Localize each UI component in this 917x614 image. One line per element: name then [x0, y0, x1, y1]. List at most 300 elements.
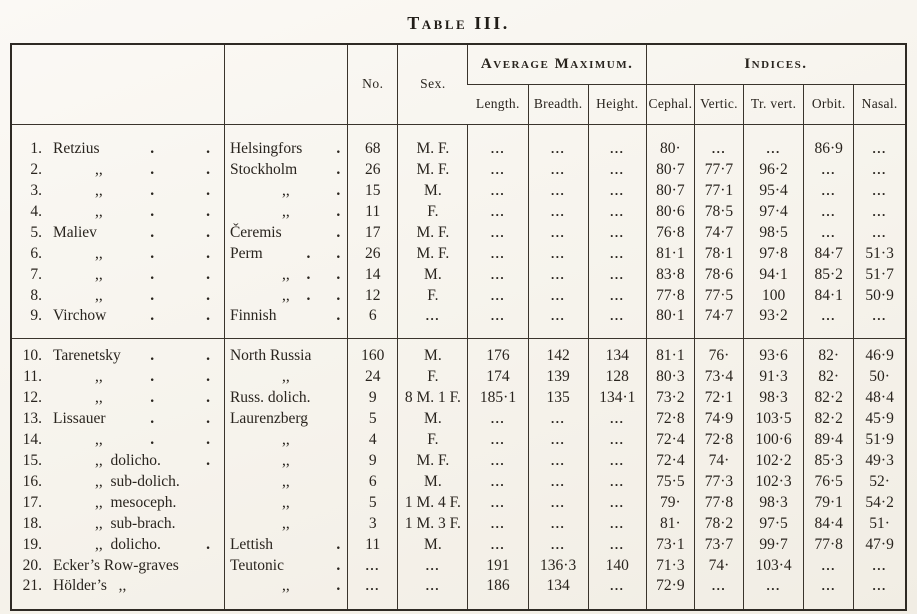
cell-tr-vert-index: 97·5: [744, 513, 804, 534]
researcher-cell-content: [12, 493, 224, 513]
place-cell-content: [225, 514, 347, 534]
cell-breadth: ...: [528, 201, 588, 222]
cell-nasal-index: 52·: [854, 471, 906, 492]
cell-length: ...: [468, 180, 528, 201]
cell-researcher: [11, 222, 224, 243]
place-cell-content: [225, 535, 347, 555]
cell-researcher: [11, 201, 224, 222]
researcher-cell-content: [12, 535, 224, 555]
cell-cephal-index: 73·2: [646, 387, 694, 408]
cell-nasal-index: 46·9: [854, 338, 906, 366]
cell-sex: ...: [398, 306, 468, 338]
cell-length: ...: [468, 159, 528, 180]
cell-cephal-index: 72·8: [646, 408, 694, 429]
place-cell-content: [225, 367, 347, 387]
place-cell-content: [225, 223, 347, 243]
cell-length: ...: [468, 285, 528, 306]
researcher-cell-content: [12, 265, 224, 285]
cell-no: 15: [348, 180, 398, 201]
cell-no: 9: [348, 450, 398, 471]
cell-place: [224, 471, 347, 492]
cell-breadth: ...: [528, 180, 588, 201]
cell-height: ...: [588, 264, 646, 285]
cell-vertic-index: 73·7: [694, 534, 743, 555]
cell-researcher: [11, 450, 224, 471]
cell-researcher: [11, 513, 224, 534]
cell-researcher: [11, 338, 224, 366]
cell-breadth: ...: [528, 264, 588, 285]
table-row: [11, 429, 906, 450]
cell-nasal-index: ...: [854, 159, 906, 180]
cell-breadth: 142: [528, 338, 588, 366]
place-cell-content: [225, 286, 347, 306]
researcher-name: ,,: [95, 244, 103, 262]
cell-orbit-index: 85·2: [804, 264, 854, 285]
cell-breadth: 135: [528, 387, 588, 408]
row-number: 10.: [22, 346, 42, 364]
cell-height: ...: [588, 201, 646, 222]
cell-researcher: [11, 408, 224, 429]
researcher-name: ,, sub-brach.: [95, 514, 176, 532]
cell-breadth: ...: [528, 513, 588, 534]
cell-sex: 1 M. 3 F.: [398, 513, 468, 534]
cell-length: ...: [468, 513, 528, 534]
cell-place: [224, 387, 347, 408]
cell-vertic-index: 74·7: [694, 222, 743, 243]
cell-cephal-index: 79·: [646, 492, 694, 513]
researcher-name: ,,: [95, 202, 103, 220]
researcher-name: ,, mesoceph.: [95, 493, 177, 511]
cell-sex: M. F.: [398, 243, 468, 264]
cell-breadth: ...: [528, 243, 588, 264]
table-header: [11, 44, 906, 124]
researcher-cell-content: [12, 346, 224, 366]
place-cell-content: [225, 244, 347, 264]
leader-dots: .: [206, 535, 210, 553]
cell-cephal-index: 72·9: [646, 576, 694, 610]
cell-no: 68: [348, 124, 398, 159]
cell-sex: 1 M. 4 F.: [398, 492, 468, 513]
cell-height: ...: [588, 180, 646, 201]
researcher-cell-content: [12, 409, 224, 429]
cell-no: 26: [348, 243, 398, 264]
cell-vertic-index: 76·: [694, 338, 743, 366]
row-number: 16.: [22, 472, 42, 490]
cell-cephal-index: 73·1: [646, 534, 694, 555]
researcher-name: Lissauer: [53, 409, 106, 427]
table-row: [11, 450, 906, 471]
cell-vertic-index: 74·9: [694, 408, 743, 429]
table-row: [11, 264, 906, 285]
researcher-name: ,,: [95, 367, 103, 385]
cell-orbit-index: 82·: [804, 366, 854, 387]
cell-tr-vert-index: 95·4: [744, 180, 804, 201]
researcher-name: Ecker’s Row-graves: [53, 556, 179, 574]
place-name: ,,: [281, 577, 290, 594]
cell-sex: F.: [398, 366, 468, 387]
leader-dots: . .: [150, 367, 210, 385]
cell-length: ...: [468, 306, 528, 338]
researcher-name: ,, dolicho.: [95, 535, 161, 553]
cell-cephal-index: 71·3: [646, 555, 694, 576]
place-name: Perm: [229, 244, 263, 262]
cell-orbit-index: ...: [804, 576, 854, 610]
cell-researcher: [11, 555, 224, 576]
cell-sex: M.: [398, 534, 468, 555]
header-place-blank: [224, 44, 347, 124]
place-name: ,,: [281, 493, 290, 511]
row-number: 7.: [30, 265, 42, 283]
cell-tr-vert-index: 103·5: [744, 408, 804, 429]
cell-place: [224, 159, 347, 180]
researcher-name: ,,: [95, 181, 103, 199]
cell-no: 26: [348, 159, 398, 180]
cell-tr-vert-index: 91·3: [744, 366, 804, 387]
cell-breadth: ...: [528, 408, 588, 429]
cell-vertic-index: ...: [694, 576, 743, 610]
place-name: ,,: [281, 430, 290, 448]
cell-orbit-index: 82·2: [804, 387, 854, 408]
cell-place: [224, 429, 347, 450]
header-nasal: Nasal.: [854, 84, 906, 124]
row-number: 2.: [30, 160, 42, 178]
place-name: North Russia: [229, 346, 312, 364]
place-cell-content: [225, 388, 347, 408]
cell-height: 140: [588, 555, 646, 576]
cell-place: [224, 306, 347, 338]
place-name: Russ. dolich.: [229, 388, 311, 406]
cell-tr-vert-index: 98·3: [744, 492, 804, 513]
cell-vertic-index: 77·8: [694, 492, 743, 513]
header-tr-vert: Tr. vert.: [744, 84, 804, 124]
table-row: [11, 306, 906, 338]
cell-nasal-index: 48·4: [854, 387, 906, 408]
cell-researcher: [11, 306, 224, 338]
researcher-cell-content: [12, 244, 224, 264]
header-average-maximum: Average Maximum.: [468, 44, 646, 84]
cell-sex: F.: [398, 429, 468, 450]
cell-nasal-index: ...: [854, 306, 906, 338]
cell-sex: M.: [398, 264, 468, 285]
cell-height: ...: [588, 429, 646, 450]
cell-nasal-index: 54·2: [854, 492, 906, 513]
cell-height: ...: [588, 408, 646, 429]
row-number: 17.: [22, 493, 42, 511]
cell-orbit-index: 86·9: [804, 124, 854, 159]
cell-height: ...: [588, 222, 646, 243]
table-group-2: [11, 338, 906, 610]
cell-height: ...: [588, 306, 646, 338]
cell-height: 134: [588, 338, 646, 366]
cell-place: [224, 534, 347, 555]
researcher-cell-content: [12, 556, 224, 576]
researcher-cell-content: [12, 367, 224, 387]
cell-researcher: [11, 387, 224, 408]
table-row: [11, 243, 906, 264]
table-group-1: [11, 124, 906, 338]
cell-no: 11: [348, 201, 398, 222]
table-row: [11, 222, 906, 243]
cell-tr-vert-index: 93·2: [744, 306, 804, 338]
cell-place: [224, 243, 347, 264]
cell-place: [224, 338, 347, 366]
cell-place: [224, 285, 347, 306]
header-no: No.: [348, 44, 398, 124]
cell-orbit-index: ...: [804, 555, 854, 576]
researcher-cell-content: [12, 514, 224, 534]
leader-dots: . .: [150, 307, 210, 325]
leader-dots: . .: [150, 409, 210, 427]
cell-cephal-index: 81·: [646, 513, 694, 534]
table-row: [11, 387, 906, 408]
cell-cephal-index: 77·8: [646, 285, 694, 306]
cell-researcher: [11, 429, 224, 450]
researcher-name: ,,: [95, 265, 103, 283]
leader-dots: . .: [150, 286, 210, 304]
place-name: ,,: [281, 367, 290, 385]
cell-breadth: ...: [528, 450, 588, 471]
place-name: ,,: [281, 286, 290, 304]
scanned-page: [0, 13, 917, 611]
table-row: [11, 159, 906, 180]
cell-length: ...: [468, 450, 528, 471]
row-number: 8.: [30, 286, 42, 304]
cell-place: [224, 492, 347, 513]
cell-place: [224, 555, 347, 576]
row-number: 15.: [22, 451, 42, 469]
cell-orbit-index: 84·7: [804, 243, 854, 264]
row-number: 13.: [22, 409, 42, 427]
cell-length: ...: [468, 471, 528, 492]
researcher-name: Retzius: [53, 139, 100, 157]
cell-place: [224, 124, 347, 159]
table-row: [11, 201, 906, 222]
cell-height: ...: [588, 492, 646, 513]
cell-vertic-index: 77·1: [694, 180, 743, 201]
cell-sex: M. F.: [398, 124, 468, 159]
cell-sex: 8 M. 1 F.: [398, 387, 468, 408]
cell-cephal-index: 83·8: [646, 264, 694, 285]
row-number: 12.: [22, 388, 42, 406]
leader-dots: .: [206, 451, 210, 469]
leader-dots: . .: [150, 160, 210, 178]
cell-orbit-index: ...: [804, 201, 854, 222]
cell-vertic-index: 72·1: [694, 387, 743, 408]
row-number: 14.: [22, 430, 42, 448]
cell-breadth: ...: [528, 285, 588, 306]
cell-researcher: [11, 285, 224, 306]
leader-dots: . .: [150, 181, 210, 199]
researcher-name: Hölder’s ,,: [53, 577, 127, 594]
cell-tr-vert-index: 100·6: [744, 429, 804, 450]
cell-researcher: [11, 366, 224, 387]
cell-nasal-index: 51·7: [854, 264, 906, 285]
cell-breadth: ...: [528, 429, 588, 450]
place-name: ,,: [281, 514, 290, 532]
researcher-name: Virchow: [53, 307, 107, 325]
cell-researcher: [11, 264, 224, 285]
table-row: [11, 338, 906, 366]
cell-no: 5: [348, 492, 398, 513]
cell-place: [224, 513, 347, 534]
researcher-cell-content: [12, 306, 224, 326]
leader-dots: . .: [306, 265, 341, 283]
header-group-row: [11, 44, 906, 84]
leader-dots: . .: [306, 244, 341, 262]
cell-length: 191: [468, 555, 528, 576]
researcher-cell-content: [12, 388, 224, 408]
cell-no: 12: [348, 285, 398, 306]
cell-sex: F.: [398, 201, 468, 222]
cell-length: ...: [468, 492, 528, 513]
cell-no: ...: [348, 576, 398, 610]
cell-vertic-index: 74·: [694, 450, 743, 471]
header-cephal: Cephal.: [646, 84, 694, 124]
cell-tr-vert-index: 97·8: [744, 243, 804, 264]
cell-nasal-index: 50·: [854, 366, 906, 387]
researcher-name: ,, sub-dolich.: [95, 472, 180, 490]
leader-dots: .: [336, 556, 341, 574]
cell-sex: ...: [398, 576, 468, 610]
cell-breadth: 134: [528, 576, 588, 610]
cell-height: ...: [588, 124, 646, 159]
table-row: [11, 180, 906, 201]
place-cell-content: [225, 181, 347, 201]
place-name: ,,: [281, 472, 290, 490]
researcher-name: Maliev: [53, 223, 97, 241]
leader-dots: .: [336, 535, 341, 553]
researcher-name: ,,: [95, 286, 103, 304]
cell-sex: M.: [398, 408, 468, 429]
cell-cephal-index: 72·4: [646, 429, 694, 450]
cell-tr-vert-index: 102·3: [744, 471, 804, 492]
place-cell-content: [225, 451, 347, 471]
leader-dots: . .: [150, 139, 210, 157]
cell-cephal-index: 75·5: [646, 471, 694, 492]
cell-place: [224, 450, 347, 471]
cell-researcher: [11, 492, 224, 513]
cell-nasal-index: 51·: [854, 513, 906, 534]
cell-length: 174: [468, 366, 528, 387]
leader-dots: . .: [306, 286, 341, 304]
cell-tr-vert-index: 93·6: [744, 338, 804, 366]
cell-tr-vert-index: ...: [744, 576, 804, 610]
row-number: 9.: [30, 307, 42, 325]
place-name: ,,: [281, 265, 290, 283]
cell-vertic-index: 78·5: [694, 201, 743, 222]
place-cell-content: [225, 265, 347, 285]
cell-breadth: ...: [528, 306, 588, 338]
cell-vertic-index: 77·5: [694, 285, 743, 306]
cell-length: ...: [468, 429, 528, 450]
cell-length: ...: [468, 124, 528, 159]
leader-dots: . .: [150, 244, 210, 262]
header-researcher-blank: [11, 44, 224, 124]
cell-tr-vert-index: 103·4: [744, 555, 804, 576]
place-name: Lettish: [229, 535, 274, 553]
cell-orbit-index: 84·1: [804, 285, 854, 306]
cell-nasal-index: ...: [854, 576, 906, 610]
cell-nasal-index: ...: [854, 124, 906, 159]
leader-dots: .: [336, 577, 341, 594]
cell-no: 5: [348, 408, 398, 429]
row-number: 6.: [30, 244, 42, 262]
place-cell-content: [225, 556, 347, 576]
cell-breadth: ...: [528, 222, 588, 243]
cell-no: 4: [348, 429, 398, 450]
leader-dots: .: [336, 139, 341, 157]
row-number: 1.: [30, 139, 42, 157]
leader-dots: . .: [150, 346, 210, 364]
cell-height: ...: [588, 471, 646, 492]
cell-length: 186: [468, 576, 528, 610]
cell-length: ...: [468, 222, 528, 243]
researcher-cell-content: [12, 181, 224, 201]
cell-researcher: [11, 471, 224, 492]
researcher-name: ,,: [95, 160, 103, 178]
row-number: 21.: [22, 577, 42, 594]
cell-no: 6: [348, 471, 398, 492]
cell-sex: M. F.: [398, 222, 468, 243]
leader-dots: .: [336, 181, 341, 199]
cell-no: 9: [348, 387, 398, 408]
cell-cephal-index: 76·8: [646, 222, 694, 243]
cell-cephal-index: 80·3: [646, 366, 694, 387]
cell-no: 6: [348, 306, 398, 338]
cell-height: ...: [588, 513, 646, 534]
row-number: 11.: [23, 367, 42, 385]
cell-researcher: [11, 159, 224, 180]
cell-no: 160: [348, 338, 398, 366]
row-number: 20.: [22, 556, 42, 574]
page-title: Table III.: [407, 13, 510, 33]
table-row: [11, 124, 906, 159]
cell-breadth: ...: [528, 471, 588, 492]
cell-no: 3: [348, 513, 398, 534]
cell-place: [224, 264, 347, 285]
researcher-cell-content: [12, 139, 224, 159]
cell-orbit-index: ...: [804, 306, 854, 338]
header-sex: Sex.: [398, 44, 468, 124]
cell-no: 24: [348, 366, 398, 387]
place-cell-content: [225, 306, 347, 326]
place-cell-content: [225, 139, 347, 159]
row-number: 3.: [30, 181, 42, 199]
cell-cephal-index: 81·1: [646, 243, 694, 264]
cell-breadth: 136·3: [528, 555, 588, 576]
row-number: 5.: [30, 223, 42, 241]
cell-no: ...: [348, 555, 398, 576]
cell-tr-vert-index: ...: [744, 124, 804, 159]
cell-nasal-index: 49·3: [854, 450, 906, 471]
cell-no: 11: [348, 534, 398, 555]
cell-height: ...: [588, 159, 646, 180]
cell-orbit-index: 79·1: [804, 492, 854, 513]
cell-orbit-index: 85·3: [804, 450, 854, 471]
cell-length: 185·1: [468, 387, 528, 408]
cell-cephal-index: 80·1: [646, 306, 694, 338]
cell-tr-vert-index: 97·4: [744, 201, 804, 222]
cell-cephal-index: 72·4: [646, 450, 694, 471]
cell-researcher: [11, 534, 224, 555]
cell-length: ...: [468, 243, 528, 264]
table-row: [11, 408, 906, 429]
cell-breadth: ...: [528, 159, 588, 180]
cell-height: 134·1: [588, 387, 646, 408]
cell-height: ...: [588, 534, 646, 555]
researcher-name: Tarenetsky: [53, 346, 121, 364]
place-cell-content: [225, 472, 347, 492]
